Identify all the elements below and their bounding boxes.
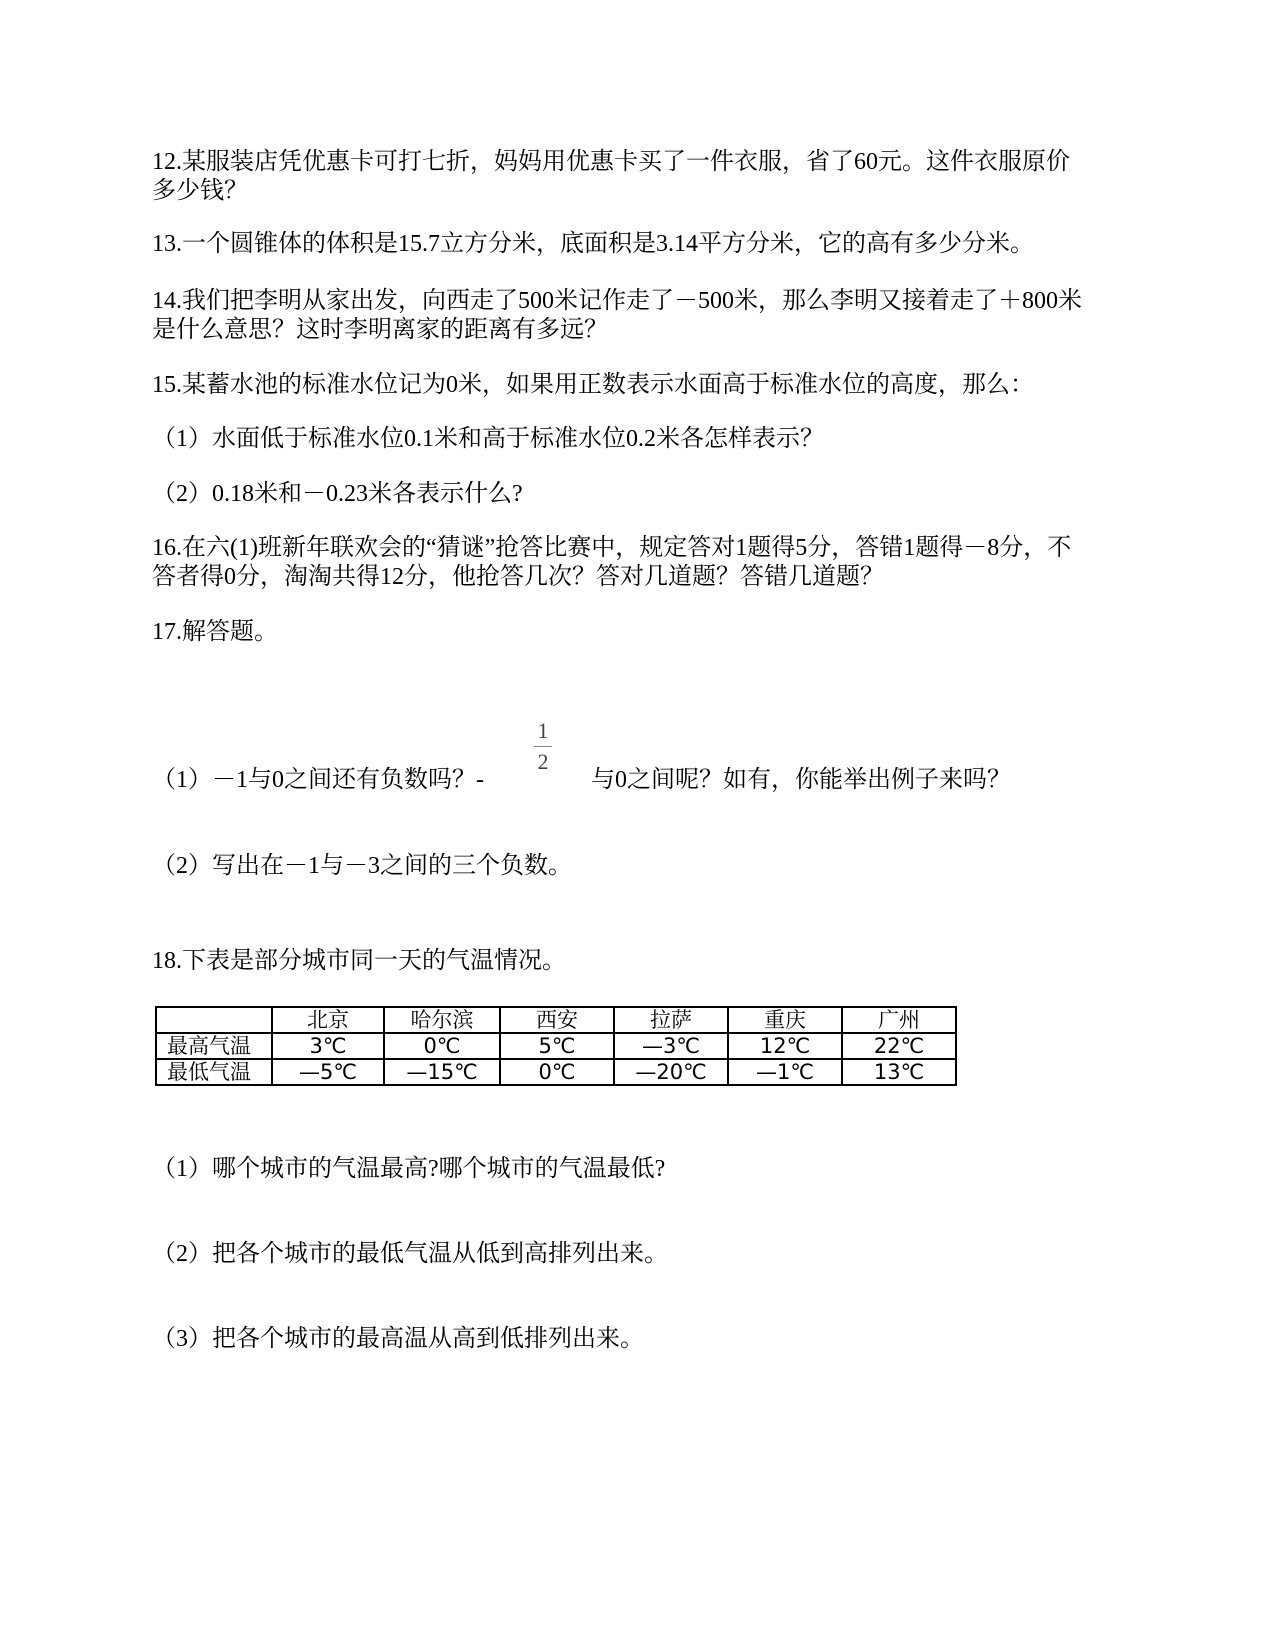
- table-cell: —20℃: [614, 1059, 728, 1085]
- q14-line1: 14.我们把李明从家出发，向西走了500米记作走了－500米，那么李明又接着走了＋800米: [152, 288, 1082, 314]
- table-cell: —3℃: [614, 1033, 728, 1059]
- table-row-label: 最低气温: [156, 1059, 272, 1085]
- table-row: [156, 1059, 956, 1085]
- temperature-table: [155, 1006, 957, 1086]
- q14-line2: 是什么意思？这时李明离家的距离有多远？: [152, 317, 608, 343]
- q18-sub1: （1）哪个城市的气温最高?哪个城市的气温最低?: [152, 1156, 666, 1182]
- q17-sub2: （2）写出在－1与－3之间的三个负数。: [152, 853, 572, 879]
- table-header-cell: 西安: [500, 1007, 614, 1033]
- table-header-cell: 哈尔滨: [384, 1007, 500, 1033]
- q17-sub1-prefix: （1）－1与0之间还有负数吗？-: [152, 767, 484, 793]
- q15-sub1: （1）水面低于标准水位0.1米和高于标准水位0.2米各怎样表示？: [152, 426, 824, 452]
- table-cell: 5℃: [500, 1033, 614, 1059]
- q12-line1: 12.某服装店凭优惠卡可打七折，妈妈用优惠卡买了一件衣服，省了60元。这件衣服原价: [152, 149, 1070, 175]
- table-cell: 22℃: [842, 1033, 956, 1059]
- table-row: [156, 1033, 956, 1059]
- table-header-row: [156, 1007, 956, 1033]
- q18-line1: 18.下表是部分城市同一天的气温情况。: [152, 948, 566, 974]
- q18-sub2: （2）把各个城市的最低气温从低到高排列出来。: [152, 1241, 668, 1267]
- table-cell: 0℃: [500, 1059, 614, 1085]
- table-cell: 3℃: [272, 1033, 384, 1059]
- table-header-cell: 广州: [842, 1007, 956, 1033]
- table-cell: —1℃: [728, 1059, 842, 1085]
- fraction-denominator: 2: [537, 749, 549, 774]
- fraction-numerator: 1: [537, 718, 549, 743]
- q13-line1: 13.一个圆锥体的体积是15.7立方分米，底面积是3.14平方分米，它的高有多少分米。: [152, 231, 1034, 257]
- q17-sub1-suffix: 与0之间呢？如有，你能举出例子来吗？: [591, 767, 1011, 793]
- q12-line2: 多少钱？: [152, 178, 248, 204]
- table-cell: 12℃: [728, 1033, 842, 1059]
- table-cell: —15℃: [384, 1059, 500, 1085]
- fraction-bar: [534, 746, 552, 747]
- table-corner-cell: [156, 1007, 272, 1033]
- q15-sub2: （2）0.18米和－0.23米各表示什么?: [152, 481, 523, 507]
- q16-line2: 答者得0分，淘淘共得12分，他抢答几次？答对几道题？答错几道题？: [152, 564, 884, 590]
- table-header-cell: 重庆: [728, 1007, 842, 1033]
- fraction-one-half: [528, 718, 558, 775]
- table-header-cell: 北京: [272, 1007, 384, 1033]
- q18-sub3: （3）把各个城市的最高温从高到低排列出来。: [152, 1326, 644, 1352]
- table-cell: 13℃: [842, 1059, 956, 1085]
- table-row-label: 最高气温: [156, 1033, 272, 1059]
- q17-line1: 17.解答题。: [152, 619, 278, 645]
- table-cell: —5℃: [272, 1059, 384, 1085]
- table-header-cell: 拉萨: [614, 1007, 728, 1033]
- table-cell: 0℃: [384, 1033, 500, 1059]
- q15-line1: 15.某蓄水池的标准水位记为0米，如果用正数表示水面高于标准水位的高度，那么：: [152, 372, 1034, 398]
- q16-line1: 16.在六(1)班新年联欢会的“猜谜”抢答比赛中，规定答对1题得5分，答错1题得－8分，不: [152, 535, 1072, 561]
